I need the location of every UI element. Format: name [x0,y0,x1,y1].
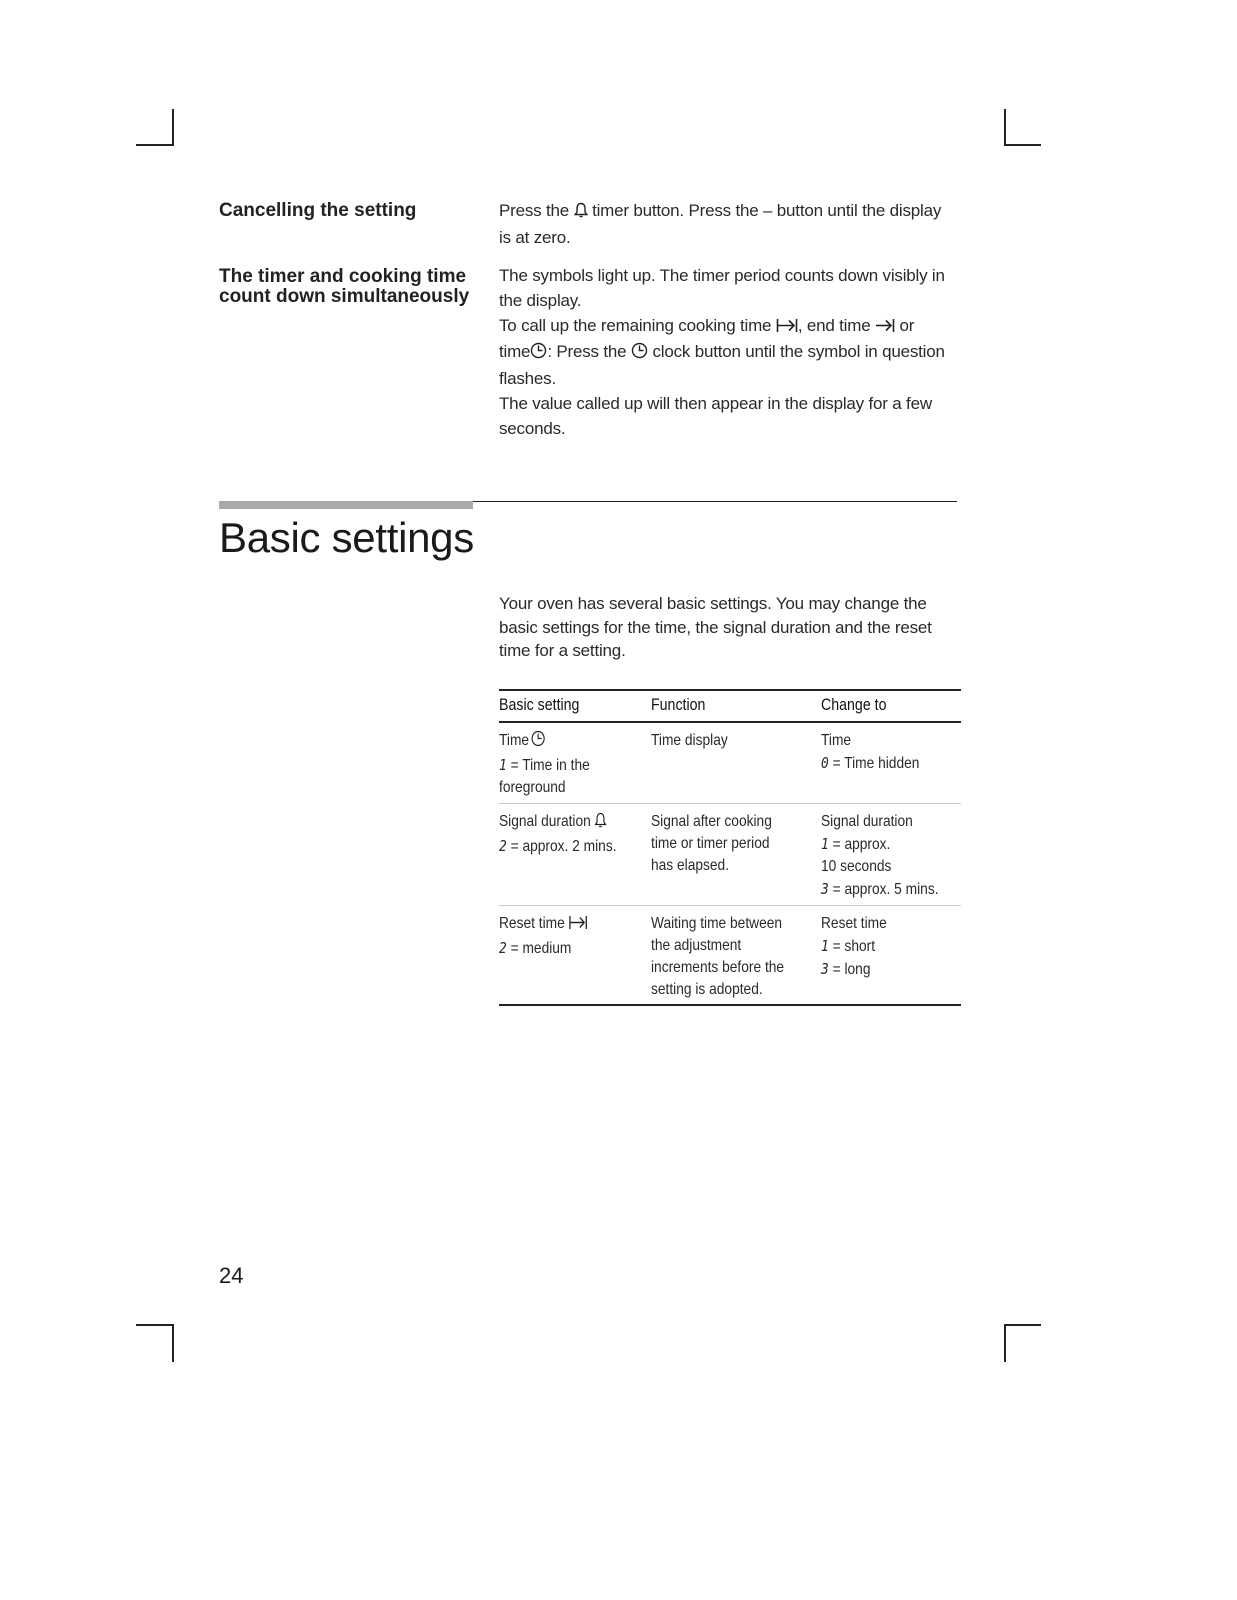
cooking-time-icon [569,915,588,937]
cell-line: setting is adopted. [651,981,763,998]
clock-icon [531,730,546,754]
cell-line: Signal duration [821,813,913,830]
basic-settings-table [499,689,961,1006]
section-rule-accent [219,501,473,509]
section-rule-line [473,501,957,502]
cell-line: Reset time [821,915,887,932]
cell-line [499,811,619,835]
countdown-p2-f: clock button until the symbol in question [647,342,945,362]
cell-line: has elapsed. [651,857,730,874]
countdown-p2-d: time [499,342,531,362]
cell-line: time or timer period [651,835,770,852]
table-cell [651,722,821,804]
countdown-p1-line-2: the display. [499,290,582,310]
cell-text: = short [832,938,876,955]
cell-line [499,937,619,960]
setting-reset-label: Reset time [499,915,565,932]
table-header [499,690,651,722]
table-cell [499,906,651,1006]
crop-mark-top-right-horizontal [1004,144,1041,146]
end-time-icon [875,316,895,341]
cell-text: = approx. [832,836,891,853]
cell-line: Time [821,732,852,749]
crop-mark-bottom-right-vertical [1004,1324,1006,1362]
cancelling-line-1 [499,199,969,226]
table-cell [499,804,651,906]
cell-line: foreground [499,779,566,796]
header-basic-setting: Basic setting [499,695,580,714]
countdown-p2-b: , end time [797,315,876,335]
header-change-to: Change to [821,695,887,714]
crop-mark-bottom-left-horizontal [136,1324,174,1326]
display-digit: 3 [821,880,829,898]
cancelling-text-a: Press the [499,201,574,220]
countdown-p2-line-3: flashes. [499,369,556,389]
intro-line-2: basic settings for the time, the signal duration and the reset [499,617,932,637]
table-cell [651,804,821,906]
table-row [499,722,961,804]
display-digit: 3 [821,960,829,978]
cell-line: Signal after cooking [651,813,772,830]
countdown-heading [219,267,484,307]
table-cell [821,804,961,906]
cancelling-heading [219,201,484,221]
section-intro [499,592,969,663]
cell-text: = approx. 5 mins. [832,881,939,898]
countdown-p1-line-1: The symbols light up. The timer period counts down visibly in [499,266,945,285]
cell-line [499,754,619,777]
cell-text: = approx. 2 mins. [510,838,617,855]
cancelling-text [499,199,969,251]
display-digit: 2 [499,939,507,957]
display-digit: 2 [499,837,507,855]
cell-text: = long [832,961,871,978]
cell-line: the adjustment [651,937,742,954]
header-function: Function [651,695,706,714]
cell-line: 10 seconds [821,858,892,875]
clock-icon [530,342,547,367]
table-row [499,804,961,906]
display-digit: 0 [821,754,829,772]
crop-mark-top-left-vertical [172,109,174,146]
countdown-p3-line-2: seconds. [499,418,566,438]
countdown-p3-line-1: The value called up will then appear in the display for a few [499,393,932,413]
table-row [499,906,961,1006]
bell-icon [595,812,607,835]
cell-line: Time display [651,732,728,749]
cell-line [821,833,941,856]
cell-line [821,752,941,775]
cell-text: = medium [510,940,572,957]
cell-line: Waiting time between [651,915,783,932]
display-digit: 1 [821,835,829,853]
display-digit: 1 [821,937,829,955]
cell-line [499,730,619,754]
cancelling-text-b: timer button. Press the – button until the display [587,201,942,220]
cell-line: increments before the [651,959,785,976]
countdown-p2-line-1 [499,314,969,341]
setting-time-label: Time [499,732,530,749]
setting-signal-label: Signal duration [499,813,591,830]
table-cell [821,906,961,1006]
table-cell [499,722,651,804]
cell-line [821,958,941,981]
table-header-row [499,690,961,722]
cell-line [499,835,619,858]
page-number: 24 [219,1263,244,1288]
table-cell [651,906,821,1006]
cell-line [499,913,619,937]
intro-line-1: Your oven has several basic settings. You may change the [499,594,927,613]
table-cell [821,722,961,804]
table-header [651,690,821,722]
countdown-p2-a: To call up the remaining cooking time [499,315,776,335]
countdown-p2-line-2 [499,340,969,367]
clock-icon [631,342,648,367]
crop-mark-top-left-horizontal [136,144,174,146]
cancelling-line-2: is at zero. [499,227,571,247]
cooking-time-icon [776,316,798,341]
section-title: Basic settings [219,514,474,561]
cell-text: = Time in the [510,757,590,774]
crop-mark-bottom-left-vertical [172,1324,174,1362]
crop-mark-top-right-vertical [1004,109,1006,146]
countdown-heading-line-2: count down simultaneously [219,286,470,307]
countdown-p2-e: : Press the [547,342,631,362]
table-header [821,690,961,722]
bell-icon [574,201,588,226]
countdown-heading-line-1: The timer and cooking time [219,266,467,287]
countdown-text [499,264,969,442]
cell-line [821,878,941,901]
cell-text: = Time hidden [832,755,920,772]
intro-line-3: time for a setting. [499,641,626,660]
cell-line [821,935,941,958]
countdown-p2-c: or [895,315,915,335]
crop-mark-bottom-right-horizontal [1004,1324,1041,1326]
display-digit: 1 [499,756,507,774]
cancelling-heading-text: Cancelling the setting [219,200,417,221]
